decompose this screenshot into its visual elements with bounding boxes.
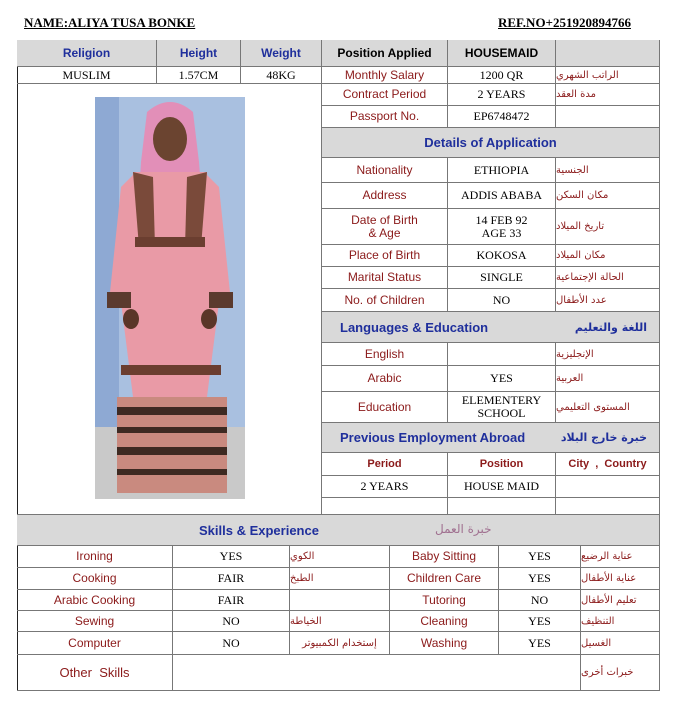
other-skills-value	[173, 655, 581, 691]
children-arabic: عدد الأطفال	[556, 289, 660, 312]
weight-label: Weight	[241, 40, 322, 67]
employment-row-period	[322, 498, 448, 515]
place-of-birth-value: KOKOSA	[448, 245, 556, 267]
reference-number: REF.NO+251920894766	[498, 15, 631, 30]
date-of-birth-label: Date of Birth & Age	[322, 209, 448, 245]
skill-tutoring-arabic: تعليم الأطفال	[581, 590, 660, 611]
skill-washing-arabic: الغسيل	[581, 632, 660, 655]
passport-value: EP6748472	[448, 106, 556, 128]
skill-cooking-value: FAIR	[173, 568, 290, 590]
other-skills-label: Other Skills	[17, 655, 173, 691]
arabic-label: Arabic	[322, 366, 448, 392]
skill-computer-arabic: إستخدام الكمبيوتر	[290, 632, 390, 655]
skill-baby-sitting-label: Baby Sitting	[390, 546, 499, 568]
date-of-birth-value: 14 FEB 92 AGE 33	[448, 209, 556, 245]
contract-period-value: 2 YEARS	[448, 84, 556, 106]
employment-row-position	[448, 498, 556, 515]
country-header: City , Country	[556, 453, 660, 476]
position-header: Position	[448, 453, 556, 476]
skill-ironing-arabic: الكوي	[290, 546, 390, 568]
skills-section	[17, 515, 660, 546]
skill-arabic-cooking-label: Arabic Cooking	[17, 590, 173, 611]
skills-title-arabic: خبرة العمل	[435, 522, 492, 536]
skill-washing-value: YES	[499, 632, 581, 655]
english-arabic: الإنجليزية	[556, 343, 660, 366]
address-value: ADDIS ABABA	[448, 183, 556, 209]
skill-sewing-label: Sewing	[17, 611, 173, 632]
other-skills-arabic: خبرات أخرى	[581, 655, 660, 691]
skill-cooking-arabic: الطبخ	[290, 568, 390, 590]
monthly-salary-value: 1200 QR	[448, 67, 556, 84]
skill-tutoring-value: NO	[499, 590, 581, 611]
skill-cleaning-arabic: التنظيف	[581, 611, 660, 632]
english-label: English	[322, 343, 448, 366]
position-applied-empty	[556, 40, 660, 67]
weight-value: 48KG	[241, 67, 322, 84]
passport-empty	[556, 106, 660, 128]
education-label: Education	[322, 392, 448, 423]
monthly-salary-arabic: الراتب الشهري	[556, 67, 660, 84]
place-of-birth-label: Place of Birth	[322, 245, 448, 267]
passport-label: Passport No.	[322, 106, 448, 128]
applicant-name: NAME:ALIYA TUSA BONKE	[24, 15, 196, 30]
skill-computer-label: Computer	[17, 632, 173, 655]
skill-cleaning-value: YES	[499, 611, 581, 632]
position-applied-label: Position Applied	[322, 40, 448, 67]
nationality-value: ETHIOPIA	[448, 158, 556, 183]
arabic-value: YES	[448, 366, 556, 392]
arabic-arabic: العربية	[556, 366, 660, 392]
nationality-label: Nationality	[322, 158, 448, 183]
contract-period-arabic: مدة العقد	[556, 84, 660, 106]
employment-row-period: 2 YEARS	[322, 476, 448, 498]
marital-status-arabic: الحالة الإجتماعية	[556, 267, 660, 289]
applicant-photo	[95, 97, 245, 499]
monthly-salary-label: Monthly Salary	[322, 67, 448, 84]
skill-tutoring-label: Tutoring	[390, 590, 499, 611]
languages-title-arabic: اللغة والتعليم	[574, 320, 647, 334]
skill-baby-sitting-value: YES	[499, 546, 581, 568]
skill-ironing-value: YES	[173, 546, 290, 568]
skill-ironing-label: Ironing	[17, 546, 173, 568]
date-of-birth-arabic: تاريخ الميلاد	[556, 209, 660, 245]
marital-status-value: SINGLE	[448, 267, 556, 289]
languages-title: Languages & Education	[340, 319, 489, 335]
address-label: Address	[322, 183, 448, 209]
details-section-title: Details of Application	[322, 128, 660, 158]
skill-washing-label: Washing	[390, 632, 499, 655]
skill-cleaning-label: Cleaning	[390, 611, 499, 632]
employment-row-country	[556, 498, 660, 515]
employment-title-arabic: خبرة خارج البلاد	[560, 431, 647, 444]
period-header: Period	[322, 453, 448, 476]
religion-label: Religion	[17, 40, 157, 67]
skill-arabic-cooking-value: FAIR	[173, 590, 290, 611]
children-label: No. of Children	[322, 289, 448, 312]
skill-baby-sitting-arabic: عناية الرضيع	[581, 546, 660, 568]
children-value: NO	[448, 289, 556, 312]
skill-children-care-label: Children Care	[390, 568, 499, 590]
skills-title: Skills & Experience	[199, 523, 319, 538]
skill-cooking-label: Cooking	[17, 568, 173, 590]
employment-row-position: HOUSE MAID	[448, 476, 556, 498]
skill-children-care-value: YES	[499, 568, 581, 590]
education-arabic: المستوى التعليمي	[556, 392, 660, 423]
height-label: Height	[157, 40, 241, 67]
contract-period-label: Contract Period	[322, 84, 448, 106]
employment-row-country	[556, 476, 660, 498]
education-value: ELEMENTERY SCHOOL	[448, 392, 556, 423]
place-of-birth-arabic: مكان الميلاد	[556, 245, 660, 267]
address-arabic: مكان السكن	[556, 183, 660, 209]
employment-title: Previous Employment Abroad	[340, 430, 526, 445]
languages-section	[322, 312, 660, 343]
english-value	[448, 343, 556, 366]
height-value: 1.57CM	[157, 67, 241, 84]
religion-value: MUSLIM	[17, 67, 157, 84]
skill-sewing-value: NO	[173, 611, 290, 632]
employment-section	[322, 423, 660, 453]
marital-status-label: Marital Status	[322, 267, 448, 289]
skill-sewing-arabic: الخياطة	[290, 611, 390, 632]
position-applied-value: HOUSEMAID	[448, 40, 556, 67]
skill-arabic-cooking-arabic	[290, 590, 390, 611]
skill-computer-value: NO	[173, 632, 290, 655]
nationality-arabic: الجنسية	[556, 158, 660, 183]
skill-children-care-arabic: عناية الأطفال	[581, 568, 660, 590]
